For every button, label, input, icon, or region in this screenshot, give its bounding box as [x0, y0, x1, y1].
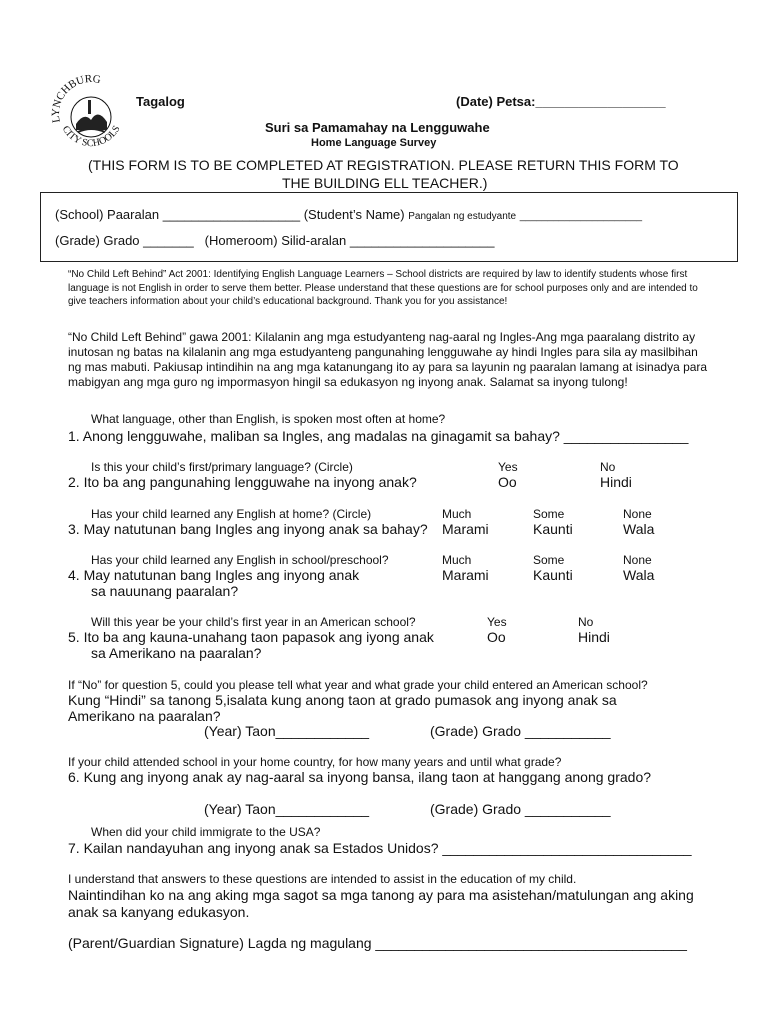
- q3-none-tagalog[interactable]: Wala: [623, 521, 655, 537]
- q2-no-english[interactable]: No: [600, 460, 616, 474]
- q3-some-english[interactable]: Some: [533, 507, 565, 521]
- q5-no-tagalog[interactable]: Hindi: [578, 629, 610, 645]
- q4-tagalog-line-1: 4. May natutunan bang Ingles ang inyong anak: [68, 567, 360, 583]
- svg-text:LYNCHBURG: LYNCHBURG: [50, 72, 102, 124]
- intro-tagalog: “No Child Left Behind” gawa 2001: Kilalanin ang mga estudyanteng nag-aaral ng Ingles-Ang mga paaralang distrito ay inutosan ng batas na kilalanin ang mga estudyanteng pangunahing lengguwahe ay hindi Ingles para sila ay masilbihan ng mas mabuti. Pakiusap intindihin na ang mga katanungang ito ay para sa layunin ng paaralan lamang at isinadya para mabigyan ang mga guro ng impormasyon hingil sa edukasyon ng inyong anak. Salamat sa inyong tulong!: [68, 330, 708, 389]
- followup5-grade-field[interactable]: (Grade) Grado ___________: [430, 723, 611, 739]
- q2-tagalog: 2. Ito ba ang pangunahing lengguwahe na inyong anak?: [68, 474, 417, 490]
- grade-label: (Grade) Grado: [55, 233, 140, 248]
- q3-much-english[interactable]: Much: [442, 507, 472, 521]
- followup5-tagalog-line-1: Kung “Hindi” sa tanong 5,isalata kung anong taon at grado pumasok ang inyong anak sa: [68, 692, 617, 708]
- closing-english: I understand that answers to these questions are intended to assist in the education of my child.: [68, 872, 577, 886]
- q3-tagalog: 3. May natutunan bang Ingles ang inyong anak sa bahay?: [68, 521, 428, 537]
- form-subtitle: Home Language Survey: [311, 137, 437, 149]
- q3-some-tagalog[interactable]: Kaunti: [533, 521, 573, 537]
- q5-no-english[interactable]: No: [578, 615, 594, 629]
- q6-year-field[interactable]: (Year) Taon____________: [204, 801, 370, 817]
- lynchburg-schools-logo: [50, 72, 132, 158]
- q5-english: Will this year be your child’s first year in an American school?: [91, 615, 416, 629]
- q4-english: Has your child learned any English in school/preschool?: [91, 553, 389, 567]
- q6-grade-field[interactable]: (Grade) Grado ___________: [430, 801, 611, 817]
- instruction-line-2: THE BUILDING ELL TEACHER.): [282, 175, 488, 191]
- homeroom-field[interactable]: ____________________: [349, 233, 495, 248]
- q4-some-english[interactable]: Some: [533, 553, 565, 567]
- q3-english: Has your child learned any English at home? (Circle): [91, 507, 372, 521]
- q4-tagalog-line-2: sa nauunang paaralan?: [91, 583, 239, 599]
- q2-no-tagalog[interactable]: Hindi: [600, 474, 632, 490]
- student-name-tagalog: Pangalan ng estudyante: [408, 211, 517, 222]
- q4-none-english[interactable]: None: [623, 553, 652, 567]
- q2-yes-tagalog[interactable]: Oo: [498, 474, 517, 490]
- grade-field[interactable]: _______: [143, 233, 194, 248]
- q1-tagalog: 1. Anong lengguwahe, maliban sa Ingles, ang madalas na ginagamit sa bahay? ________________: [68, 428, 689, 444]
- q3-much-tagalog[interactable]: Marami: [442, 521, 489, 537]
- q6-tagalog: 6. Kung ang inyong anak ay nag-aaral sa inyong bansa, ilang taon at hanggang anong grado?: [68, 769, 652, 785]
- date-field: (Date) Petsa:__________________: [456, 94, 666, 109]
- followup5-tagalog-line-2: Amerikano na paaralan?: [68, 708, 221, 724]
- closing-tagalog-line-2: anak sa kanyang edukasyon.: [68, 904, 250, 920]
- followup5-english: If “No” for question 5, could you please tell what year and what grade your child entered an American school?: [68, 678, 648, 692]
- q5-yes-english[interactable]: Yes: [487, 615, 507, 629]
- student-name-field[interactable]: ______________________: [519, 211, 643, 222]
- q6-english: If your child attended school in your home country, for how many years and until what grade?: [68, 755, 562, 769]
- q2-yes-english[interactable]: Yes: [498, 460, 518, 474]
- q4-much-english[interactable]: Much: [442, 553, 472, 567]
- q3-none-english[interactable]: None: [623, 507, 652, 521]
- q5-yes-tagalog[interactable]: Oo: [487, 629, 506, 645]
- q4-some-tagalog[interactable]: Kaunti: [533, 567, 573, 583]
- language-label: Tagalog: [136, 94, 185, 109]
- form-title: Suri sa Pamamahay na Lengguwahe: [265, 120, 490, 135]
- q1-english: What language, other than English, is spoken most often at home?: [91, 412, 446, 426]
- q5-tagalog-line-1: 5. Ito ba ang kauna-unahang taon papasok ang iyong anak: [68, 629, 434, 645]
- student-name-label: (Student’s Name): [303, 207, 405, 222]
- homeroom-label: (Homeroom) Silid-aralan: [204, 233, 347, 248]
- intro-english: “No Child Left Behind” Act 2001: Identifying English Language Learners – School districts are required by law to identify students whose first language is not English in order to serve them better. Please understand that these questions are for school purposes only and are intended to give teachers information about your child’s educational background. Thank you for you assistance!: [68, 269, 698, 307]
- student-info-box: [40, 192, 738, 262]
- followup5-year-field[interactable]: (Year) Taon____________: [204, 723, 370, 739]
- q2-english: Is this your child’s first/primary language? (Circle): [91, 460, 353, 474]
- q4-none-tagalog[interactable]: Wala: [623, 567, 655, 583]
- svg-text:CITY SCHOOLS: CITY SCHOOLS: [59, 123, 123, 150]
- q5-tagalog-line-2: sa Amerikano na paaralan?: [91, 645, 262, 661]
- school-field[interactable]: ___________________: [162, 207, 301, 222]
- instruction-line-1: (THIS FORM IS TO BE COMPLETED AT REGISTRATION. PLEASE RETURN THIS FORM TO: [88, 157, 679, 173]
- closing-tagalog-line-1: Naintindihan ko na ang aking mga sagot sa mga tanong ay para ma asistehan/matulungan ang aking: [68, 887, 694, 903]
- q4-much-tagalog[interactable]: Marami: [442, 567, 489, 583]
- q7-tagalog: 7. Kailan nandayuhan ang inyong anak sa Estados Unidos? ________________________________: [68, 840, 692, 856]
- school-label: (School) Paaralan: [55, 207, 160, 222]
- signature-field[interactable]: (Parent/Guardian Signature) Lagda ng magulang ________________________________________: [68, 935, 687, 951]
- q7-english: When did your child immigrate to the USA?: [91, 825, 321, 839]
